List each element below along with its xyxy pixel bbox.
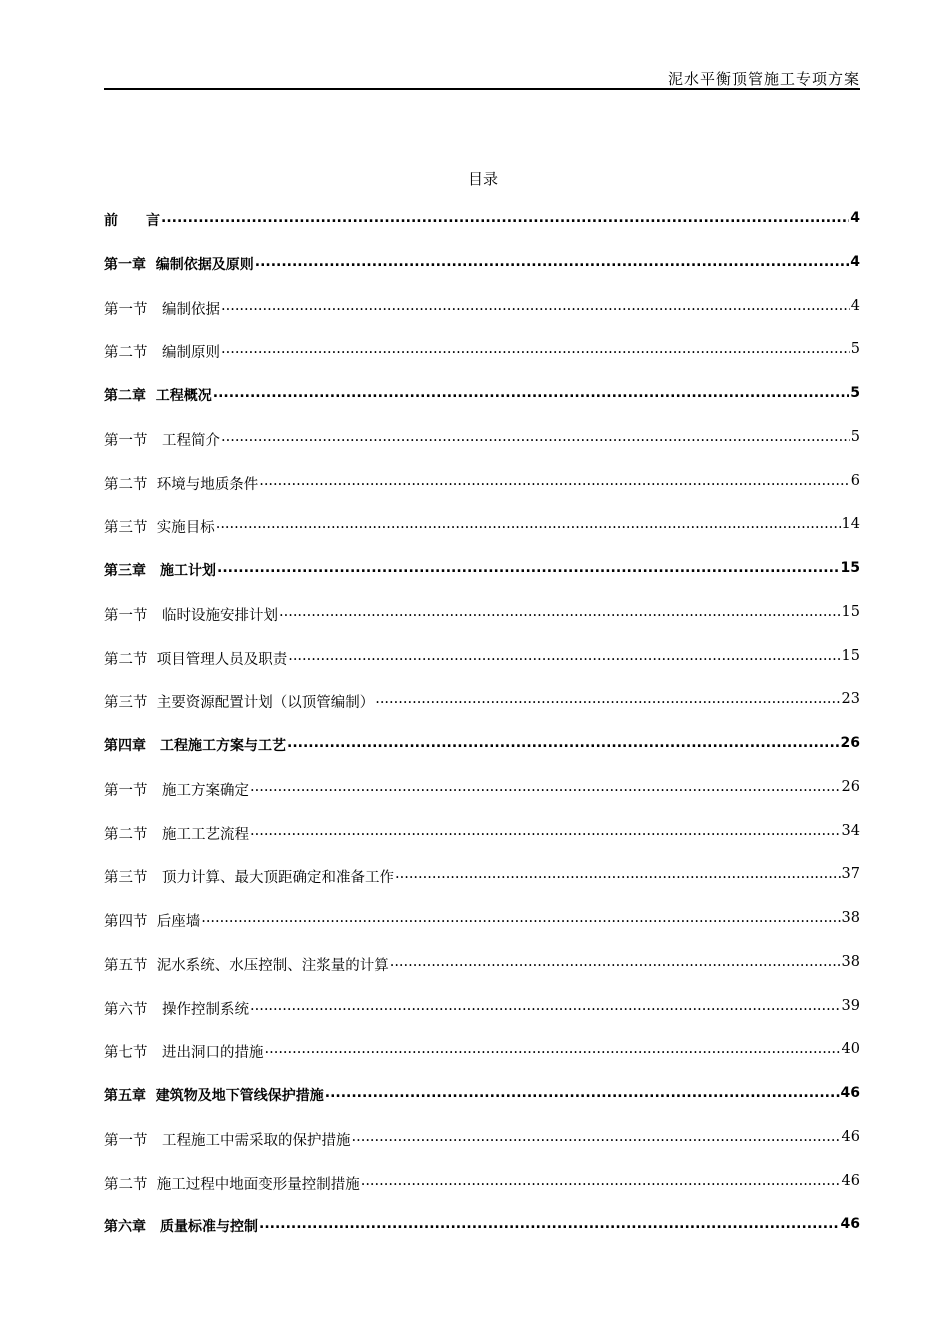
toc-dot-leader bbox=[161, 210, 849, 226]
toc-section-entry[interactable] bbox=[104, 429, 860, 473]
toc-entry-page-number: 26 bbox=[840, 735, 860, 751]
toc-dot-leader bbox=[259, 1216, 840, 1232]
toc-chapter-entry[interactable] bbox=[104, 560, 860, 604]
toc-dot-leader bbox=[395, 866, 841, 882]
toc-dot-leader bbox=[279, 604, 841, 620]
toc-dot-leader bbox=[250, 823, 841, 839]
toc-section-entry[interactable] bbox=[104, 1129, 860, 1173]
toc-entry-page-number: 14 bbox=[841, 516, 860, 533]
toc-entry-page-number: 15 bbox=[840, 560, 860, 576]
toc-section-entry[interactable] bbox=[104, 648, 860, 692]
toc-entry-label: 前 言 bbox=[104, 213, 160, 229]
toc-entry-page-number: 4 bbox=[850, 210, 860, 226]
toc-entry-label: 第二节 项目管理人员及职责 bbox=[104, 651, 288, 668]
toc-section-entry[interactable] bbox=[104, 998, 860, 1042]
toc-entry-label: 第一节 施工方案确定 bbox=[104, 782, 249, 799]
toc-section-entry[interactable] bbox=[104, 691, 860, 735]
toc-entry-page-number: 5 bbox=[850, 385, 860, 401]
toc-entry-label: 第三章 施工计划 bbox=[104, 563, 216, 579]
toc-dot-leader bbox=[361, 1173, 841, 1189]
toc-dot-leader bbox=[250, 779, 841, 795]
toc-entry-label: 第一节 工程简介 bbox=[104, 432, 220, 449]
toc-dot-leader bbox=[201, 910, 840, 926]
header-divider bbox=[104, 88, 860, 90]
toc-entry-label: 第七节 进出洞口的措施 bbox=[104, 1045, 264, 1062]
toc-dot-leader bbox=[259, 473, 850, 489]
toc-dot-leader bbox=[250, 998, 841, 1014]
toc-entry-page-number: 15 bbox=[841, 647, 860, 664]
toc-section-entry[interactable] bbox=[104, 779, 860, 823]
toc-chapter-entry[interactable] bbox=[104, 210, 860, 254]
toc-entry-label: 第三节 实施目标 bbox=[104, 520, 215, 537]
toc-chapter-entry[interactable] bbox=[104, 735, 860, 779]
toc-entry-label: 第五节 泥水系统、水压控制、注浆量的计算 bbox=[104, 957, 389, 974]
toc-entry-label: 第三节 顶力计算、最大顶距确定和准备工作 bbox=[104, 870, 394, 887]
toc-entry-page-number: 4 bbox=[850, 297, 860, 314]
toc-entry-page-number: 46 bbox=[841, 1172, 860, 1189]
toc-section-entry[interactable] bbox=[104, 866, 860, 910]
toc-section-entry[interactable] bbox=[104, 341, 860, 385]
toc-chapter-entry[interactable] bbox=[104, 385, 860, 429]
toc-entry-page-number: 38 bbox=[841, 910, 860, 926]
toc-dot-leader bbox=[221, 341, 850, 357]
toc-entry-page-number: 46 bbox=[841, 1128, 860, 1145]
toc-entry-label: 第二节 编制原则 bbox=[104, 345, 220, 362]
toc-section-entry[interactable] bbox=[104, 298, 860, 342]
toc-entry-page-number: 26 bbox=[841, 778, 860, 795]
toc-entry-label: 第一章 编制依据及原则 bbox=[104, 256, 254, 273]
toc-entry-page-number: 15 bbox=[841, 603, 860, 620]
toc-entry-page-number: 37 bbox=[841, 866, 860, 883]
toc-entry-label: 第六节 操作控制系统 bbox=[104, 1001, 249, 1018]
toc-dot-leader bbox=[221, 429, 850, 445]
toc-dot-leader bbox=[390, 954, 841, 970]
toc-dot-leader bbox=[221, 298, 850, 314]
toc-entry-page-number: 38 bbox=[841, 953, 860, 970]
toc-heading: 目录 bbox=[467, 170, 498, 188]
toc-section-entry[interactable] bbox=[104, 473, 860, 517]
table-of-contents bbox=[104, 210, 860, 1260]
toc-section-entry[interactable] bbox=[104, 1041, 860, 1085]
toc-dot-leader bbox=[325, 1085, 840, 1101]
toc-entry-label: 第四节 后座墙 bbox=[104, 914, 201, 930]
toc-entry-page-number: 5 bbox=[850, 428, 860, 445]
toc-dot-leader bbox=[217, 560, 840, 576]
toc-entry-label: 第六章 质量标准与控制 bbox=[104, 1219, 258, 1236]
toc-dot-leader bbox=[288, 648, 840, 664]
toc-entry-page-number: 46 bbox=[840, 1085, 860, 1101]
toc-entry-page-number: 34 bbox=[841, 822, 860, 839]
toc-dot-leader bbox=[352, 1129, 841, 1145]
toc-entry-label: 第四章 工程施工方案与工艺 bbox=[104, 738, 286, 754]
toc-entry-label: 第二章 工程概况 bbox=[104, 388, 212, 404]
toc-section-entry[interactable] bbox=[104, 604, 860, 648]
toc-section-entry[interactable] bbox=[104, 910, 860, 954]
toc-entry-label: 第三节 主要资源配置计划（以顶管编制） bbox=[104, 695, 375, 712]
toc-entry-label: 第二节 施工过程中地面变形量控制措施 bbox=[104, 1176, 360, 1193]
toc-entry-page-number: 6 bbox=[850, 472, 860, 489]
toc-section-entry[interactable] bbox=[104, 516, 860, 560]
toc-entry-label: 第一节 工程施工中需采取的保护措施 bbox=[104, 1132, 351, 1149]
toc-chapter-entry[interactable] bbox=[104, 254, 860, 298]
toc-entry-label: 第二节 环境与地质条件 bbox=[104, 476, 259, 493]
toc-dot-leader bbox=[375, 691, 840, 707]
toc-section-entry[interactable] bbox=[104, 823, 860, 867]
toc-entry-label: 第五章 建筑物及地下管线保护措施 bbox=[104, 1088, 324, 1104]
toc-entry-page-number: 39 bbox=[841, 997, 860, 1014]
toc-section-entry[interactable] bbox=[104, 1173, 860, 1217]
toc-entry-page-number: 4 bbox=[850, 253, 860, 270]
running-header-title: 泥水平衡顶管施工专项方案 bbox=[667, 70, 860, 88]
toc-entry-label: 第一节 临时设施安排计划 bbox=[104, 607, 278, 624]
toc-dot-leader bbox=[255, 254, 850, 270]
toc-entry-label: 第一节 编制依据 bbox=[104, 301, 220, 318]
toc-dot-leader bbox=[287, 735, 840, 751]
toc-chapter-entry[interactable] bbox=[104, 1085, 860, 1129]
toc-dot-leader bbox=[213, 385, 850, 401]
toc-entry-label: 第二节 施工工艺流程 bbox=[104, 826, 249, 843]
toc-entry-page-number: 46 bbox=[840, 1216, 860, 1233]
toc-dot-leader bbox=[216, 516, 841, 532]
toc-entry-page-number: 40 bbox=[841, 1041, 860, 1058]
toc-dot-leader bbox=[265, 1041, 841, 1057]
toc-chapter-entry[interactable] bbox=[104, 1216, 860, 1260]
toc-section-entry[interactable] bbox=[104, 954, 860, 998]
toc-entry-page-number: 5 bbox=[850, 341, 860, 358]
toc-entry-page-number: 23 bbox=[841, 691, 860, 708]
